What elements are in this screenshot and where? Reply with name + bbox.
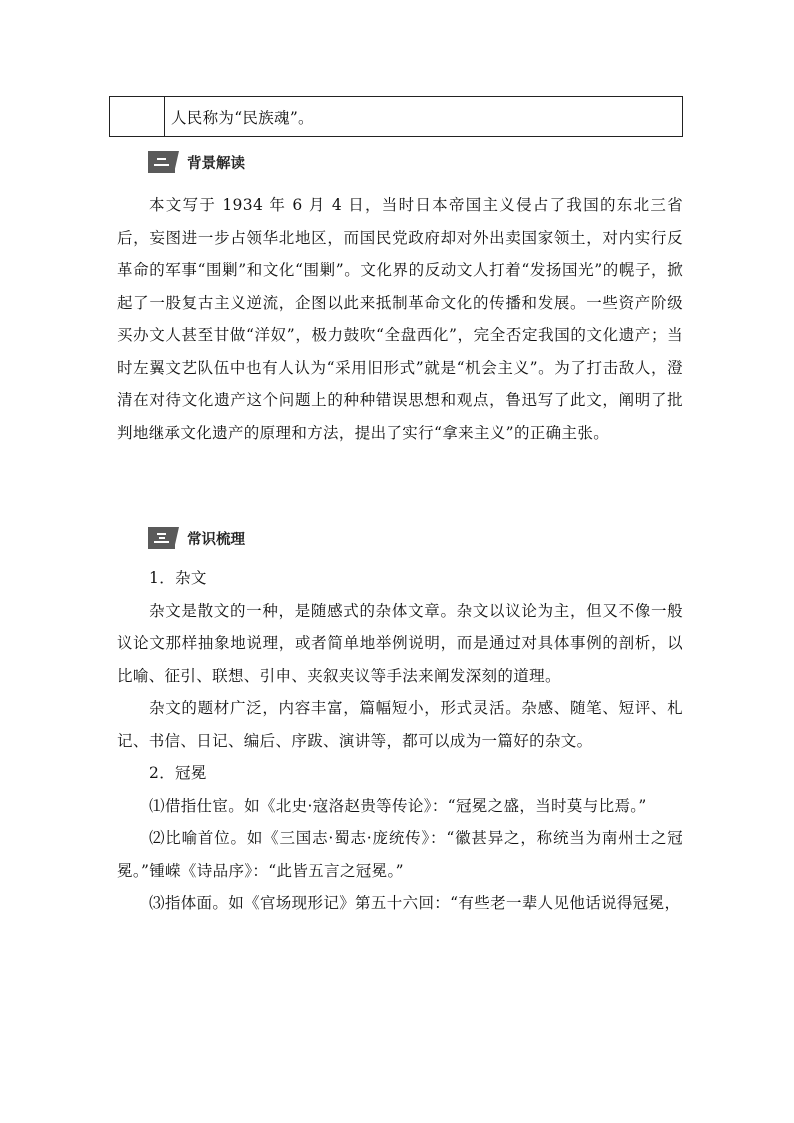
table-fragment bbox=[109, 96, 683, 137]
definition-item: ⑴借指仕宦。如《北史·寇洛赵贵等传论》：“冠冕之盛，当时莫与比焉。” bbox=[149, 796, 647, 815]
section-header-knowledge bbox=[148, 527, 245, 549]
section-number-badge-icon bbox=[148, 527, 175, 549]
item-heading: 1．杂文 bbox=[149, 569, 207, 587]
section-number-badge-icon bbox=[148, 151, 175, 173]
section-title: 常识梳理 bbox=[187, 531, 245, 548]
knowledge-content bbox=[117, 562, 683, 920]
definition-item: ⑵比喻首位。如《三国志·蜀志·庞统传》：“徽甚异之，称统当为南州士之冠冕。”锺嵘《诗品序》：“此皆五言之冠冕。” bbox=[117, 829, 683, 880]
numeral-two-icon bbox=[148, 151, 175, 173]
definition-item: ⑶指体面。如《官场现形记》第五十六回：“有些老一辈人见他话说得冠冕， bbox=[149, 894, 681, 912]
numeral-three-icon bbox=[148, 527, 175, 549]
item-paragraph: 杂文的题材广泛，内容丰富，篇幅短小，形式灵活。杂感、随笔、短评、札记、书信、日记、编后、序跋、演讲等，都可以成为一篇好的杂文。 bbox=[117, 699, 683, 750]
table-left-cell bbox=[110, 97, 165, 136]
table-cell-text: 人民称为“民族魂”。 bbox=[171, 108, 314, 127]
background-paragraph: 本文写于 1934 年 6 月 4 日，当时日本帝国主义侵占了我国的东北三省后，妄图进一步占领华北地区，而国民党政府却对外出卖国家领土，对内实行反革命的军事“围剿”和文化“围剿”。文化界的反动文人打着“发扬国光”的幌子，掀起了一股复古主义逆流，企图以此来抵制革命文化的传播和发展。一些资产阶级买办文人甚至甘做“洋奴”，极力鼓吹“全盘西化”，完全否定我国的文化遗产；当时左翼文艺队伍中也有人认为“采用旧形式”就是“机会主义”。为了打击敌人，澄清在对待文化遗产这个问题上的种种错误思想和观点，鲁迅写了此文，阐明了批判地继承文化遗产的原理和方法，提出了实行“拿来主义”的正确主张。 bbox=[117, 196, 683, 442]
background-paragraph-block bbox=[117, 189, 683, 449]
table-right-cell bbox=[165, 97, 682, 136]
section-title: 背景解读 bbox=[187, 155, 245, 172]
item-heading: 2．冠冕 bbox=[149, 764, 207, 782]
item-paragraph: 杂文是散文的一种，是随感式的杂体文章。杂文以议论为主，但又不像一般议论文那样抽象地说理，或者简单地举例说明，而是通过对具体事例的剖析，以比喻、征引、联想、引申、夹叙夹议等手法来阐发深刻的道理。 bbox=[117, 601, 683, 685]
section-header-background bbox=[148, 151, 245, 173]
